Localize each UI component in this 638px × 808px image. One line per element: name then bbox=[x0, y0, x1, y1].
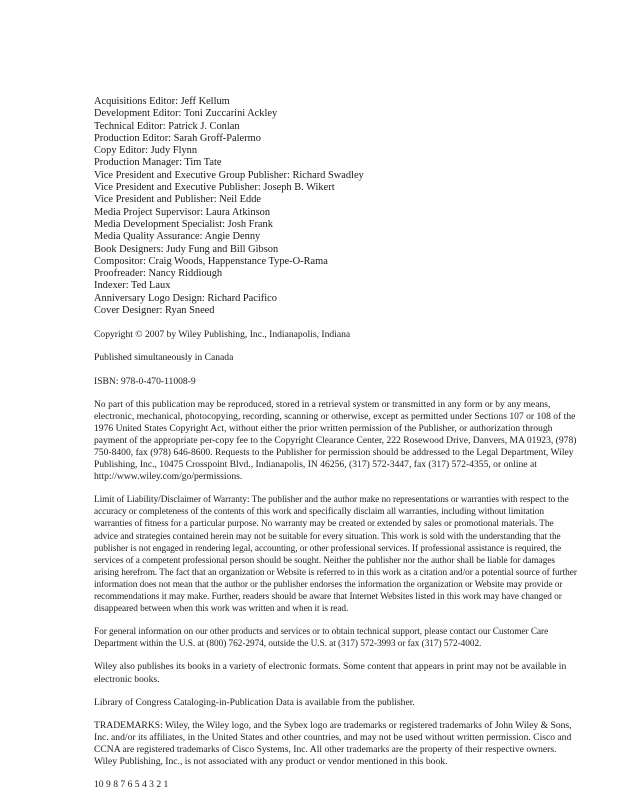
credit-line: Media Development Specialist: Josh Frank bbox=[94, 218, 273, 230]
general-info-paragraph: For general information on our other products and services or to obtain technical support, please contact our Customer Care Department within the U.S. at (800) 762-2974, outside the U.S. at (317) 572-3993 or fax (317) 572-4002. bbox=[94, 627, 549, 650]
credit-line: Vice President and Publisher: Neil Edde bbox=[94, 194, 262, 206]
printing-line: 10 9 8 7 6 5 4 3 2 1 bbox=[94, 779, 169, 791]
credit-line: Book Designers: Judy Fung and Bill Gibson bbox=[94, 243, 279, 255]
credit-line: Production Manager: Tim Tate bbox=[94, 157, 222, 169]
rights-paragraph: No part of this publication may be reproduced, stored in a retrieval system or transmitted in any form or by any means, electronic, mechanical, photocopying, recording, scanning or otherwise, except as permitted under Sections 107 or 108 of the 1976 United States Copyright Act, without either the prior written permission of the Publisher, or authorization through payment of the appropriate per-copy fee to the Copyright Clearance Center, 222 Rosewood Drive, Danvers, MA 01923, (978) 750-8400, fax (978) 646-8600. Requests to the Publisher for permission should be addressed to the Legal Department, Wiley Publishing, Inc., 10475 Crosspoint Blvd., Indianapolis, IN 46256, (317) 572-3447, fax (317) 572-4355, or online at http://www.wiley.com/go/permissions. bbox=[94, 398, 577, 483]
credit-line: Media Quality Assurance: Angie Denny bbox=[94, 231, 261, 243]
credit-line: Anniversary Logo Design: Richard Pacifico bbox=[94, 292, 277, 304]
credit-line: Development Editor: Toni Zuccarini Ackley bbox=[94, 108, 278, 120]
credit-line: Production Editor: Sarah Groff-Palermo bbox=[94, 132, 261, 144]
credit-line: Technical Editor: Patrick J. Conlan bbox=[94, 120, 240, 132]
credit-line: Media Project Supervisor: Laura Atkinson bbox=[94, 206, 271, 218]
isbn: ISBN: 978-0-470-11008-9 bbox=[94, 375, 196, 387]
credit-line: Cover Designer: Ryan Sneed bbox=[94, 305, 215, 317]
published-notice: Published simultaneously in Canada bbox=[94, 352, 234, 364]
credit-line: Acquisitions Editor: Jeff Kellum bbox=[94, 96, 230, 107]
loc-paragraph: Library of Congress Cataloging-in-Publication Data is available from the publisher. bbox=[94, 696, 415, 708]
disclaimer-paragraph: Limit of Liability/Disclaimer of Warranty: The publisher and the author make no representations or warranties with respect to the accuracy or completeness of the contents of this work and specifically disclaim all warranties, including without limitation warranties of fitness for a particular purpose. No warranty may be created or extended by sales or promotional materials. The advice and strategies contained herein may not be suitable for every situation. This work is sold with the understanding that the publisher is not engaged in rendering legal, accounting, or other professional services. If professional assistance is required, the services of a competent professional person should be sought. Neither the publisher nor the author shall be liable for damages arising herefrom. The fact that an organization or Website is referred to in this work as a citation and/or a potential source of further information does not mean that the author or the publisher endorses the information the organization or Website may provide or recommendations it may make. Further, readers should be aware that Internet Websites listed in this work may have changed or disappeared between when this work was written and when it is read. bbox=[94, 495, 577, 615]
credit-line: Indexer: Ted Laux bbox=[94, 280, 171, 292]
credit-line: Proofreader: Nancy Riddiough bbox=[94, 268, 223, 280]
credit-line: Copy Editor: Judy Flynn bbox=[94, 145, 198, 157]
credits-list bbox=[94, 96, 578, 317]
copyright-notice: Copyright © 2007 by Wiley Publishing, Inc., Indianapolis, Indiana bbox=[94, 329, 351, 341]
electronic-formats-paragraph: Wiley also publishes its books in a variety of electronic formats. Some content that appears in print may not be available in electronic books. bbox=[94, 661, 567, 685]
credit-line: Compositor: Craig Woods, Happenstance Type-O-Rama bbox=[94, 255, 328, 267]
credit-line: Vice President and Executive Publisher: Joseph B. Wikert bbox=[94, 182, 335, 194]
credit-line: Vice President and Executive Group Publisher: Richard Swadley bbox=[94, 169, 364, 181]
trademarks-paragraph: TRADEMARKS: Wiley, the Wiley logo, and the Sybex logo are trademarks or registered trademarks of John Wiley & Sons, Inc. and/or its affiliates, in the United States and other countries, and may not be used without written permission. Cisco and CCNA are registered trademarks of Cisco Systems, Inc. All other trademarks are the property of their respective owners. Wiley Publishing, Inc., is not associated with any product or vendor mentioned in this book. bbox=[94, 719, 572, 767]
